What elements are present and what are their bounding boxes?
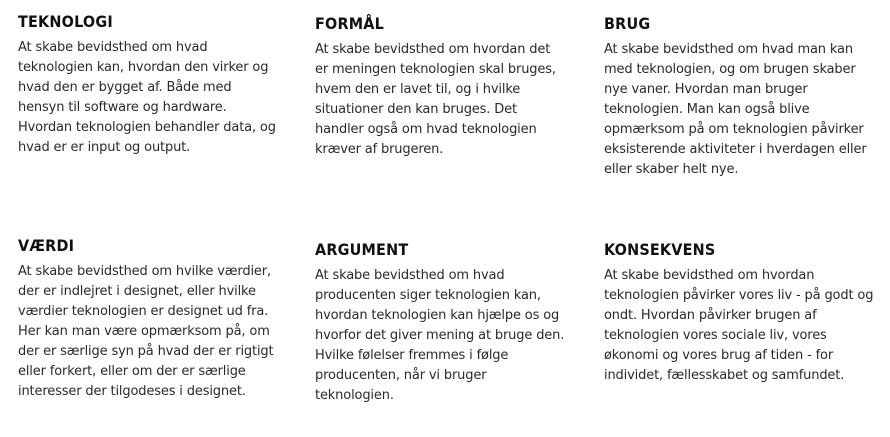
card-title: KONSEKVENS — [604, 240, 716, 259]
card-teknologi — [18, 12, 280, 158]
card-body: At skabe bevidsthed om hvilke værdier, der er indlejret i designet, eller hvilke værdier teknologien er designet ud fra. Her kan man være opmærksom på, om der er særlige syn på hvad der er rigtigt eller forkert, eller om der er særlige interesser der tilgodeses i designet. — [18, 264, 274, 399]
card-title: TEKNOLOGI — [18, 12, 113, 31]
card-body: At skabe bevidsthed om hvordan det er meningen teknologien skal bruges, hvem den er lavet til, og i hvilke situationer den kan bruges. Det handler også om hvad teknologien kræver af brugeren. — [315, 42, 556, 157]
card-title: ARGUMENT — [315, 240, 409, 259]
card-body: At skabe bevidsthed om hvad man kan med teknologien, og om brugen skaber nye vaner. Hvordan man bruger teknologien. Man kan også blive opmærksom på om teknologien påvirker eksisterende aktiviteter i hverdagen eller eller skaber helt nye. — [604, 42, 867, 177]
card-vaerdi — [18, 236, 280, 402]
card-body: At skabe bevidsthed om hvad teknologien kan, hvordan den virker og hvad den er bygget af. Både med hensyn til software og hardware. Hvordan teknologien behandler data, og hvad er er input og output. — [18, 40, 276, 155]
card-formaal — [315, 14, 565, 160]
card-konsekvens — [604, 240, 876, 386]
card-body: At skabe bevidsthed om hvad producenten siger teknologien kan, hvordan teknologien kan hjælpe os og hvorfor det giver mening at bruge den. Hvilke følelser fremmes i følge producenten, når vi bruger teknologien. — [315, 268, 565, 403]
card-argument — [315, 240, 565, 406]
card-body: At skabe bevidsthed om hvordan teknologien påvirker vores liv - på godt og ondt. Hvordan påvirker brugen af teknologien vores sociale liv, vores økonomi og vores brug af tiden - for individet, fællesskabet og samfundet. — [604, 268, 874, 383]
card-title: FORMÅL — [315, 14, 384, 33]
card-brug — [604, 14, 876, 180]
card-title: VÆRDI — [18, 236, 75, 255]
card-title: BRUG — [604, 14, 651, 33]
